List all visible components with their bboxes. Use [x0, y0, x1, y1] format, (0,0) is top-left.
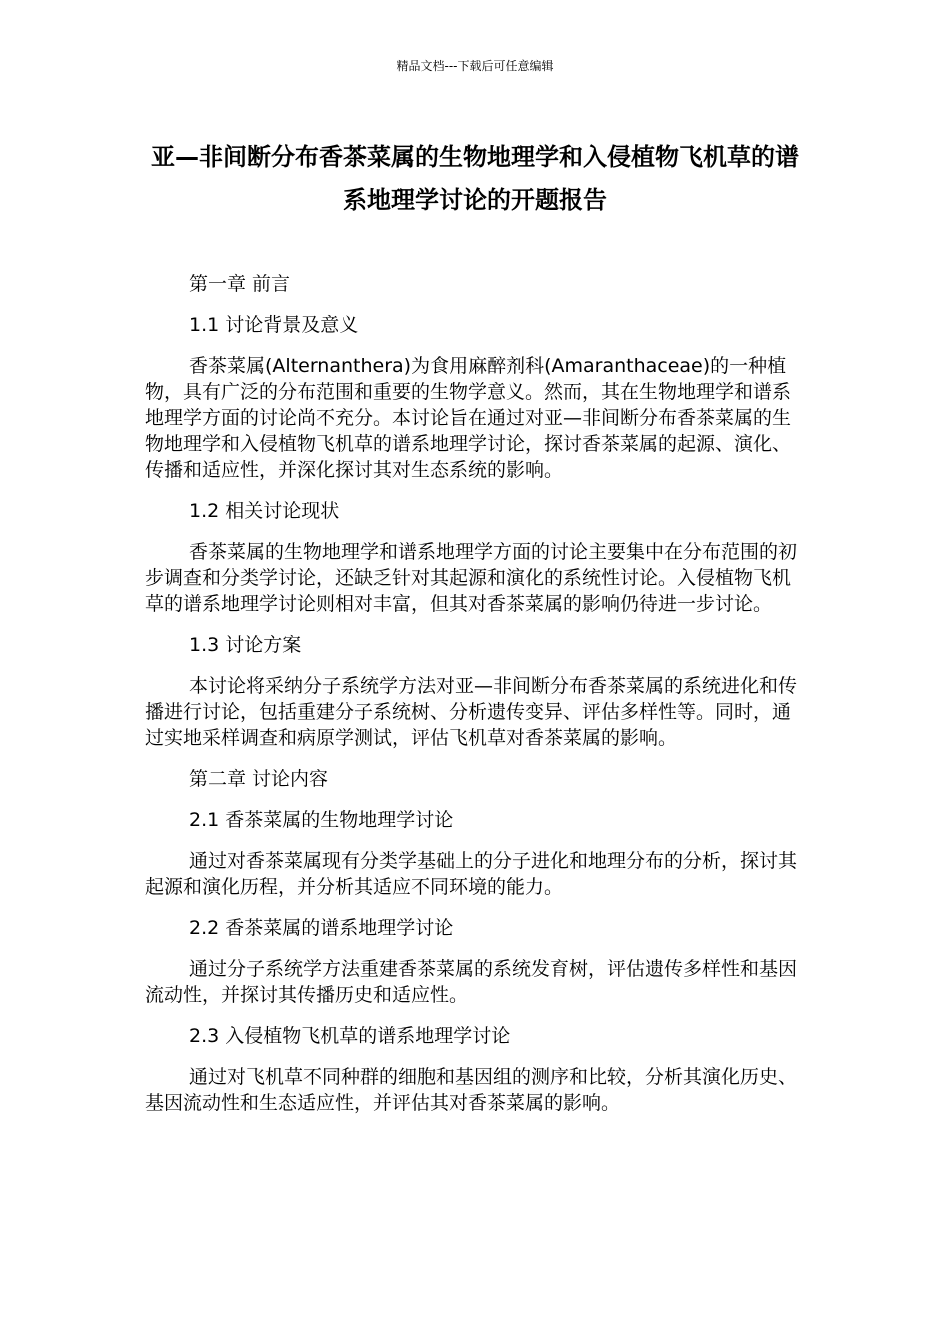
- header-note: 精品文档---下载后可任意编辑: [396, 59, 554, 73]
- section-2-2-heading: 2.2 香茶菜属的谱系地理学讨论: [189, 917, 454, 939]
- section-1-2-paragraph: 香茶菜属的生物地理学和谱系地理学方面的讨论主要集中在分布范围的初步调查和分类学讨论，还缺乏针对其起源和演化的系统性讨论。入侵植物飞机草的谱系地理学讨论则相对丰富，但其对香茶菜属的影响仍待进一步讨论。: [145, 541, 798, 615]
- chapter-1-heading: 第一章 前言: [189, 273, 291, 295]
- section-1-2-heading: 1.2 相关讨论现状: [189, 500, 340, 522]
- section-2-3-heading: 2.3 入侵植物飞机草的谱系地理学讨论: [189, 1025, 511, 1047]
- section-1-3-heading: 1.3 讨论方案: [189, 634, 302, 656]
- document-title: 亚—非间断分布香茶菜属的生物地理学和入侵植物飞机草的谱系地理学讨论的开题报告: [151, 143, 799, 214]
- section-1-1-heading: 1.1 讨论背景及意义: [189, 314, 359, 336]
- chapter-2-heading: 第二章 讨论内容: [189, 768, 329, 790]
- section-2-1-heading: 2.1 香茶菜属的生物地理学讨论: [189, 809, 454, 831]
- section-2-3-paragraph: 通过对飞机草不同种群的细胞和基因组的测序和比较，分析其演化历史、基因流动性和生态适应性，并评估其对香茶菜属的影响。: [145, 1066, 798, 1114]
- section-2-1-paragraph: 通过对香茶菜属现有分类学基础上的分子进化和地理分布的分析，探讨其起源和演化历程，并分析其适应不同环境的能力。: [145, 850, 798, 898]
- section-1-1-paragraph: 香茶菜属(Alternanthera)为食用麻醉剂科(Amaranthaceae)的一种植物，具有广泛的分布范围和重要的生物学意义。然而，其在生物地理学和谱系地理学方面的讨论尚不充分。本讨论旨在通过对亚—非间断分布香茶菜属的生物地理学和入侵植物飞机草的谱系地理学讨论，探讨香茶菜属的起源、演化、传播和适应性，并深化探讨其对生态系统的影响。: [145, 355, 792, 481]
- section-2-2-paragraph: 通过分子系统学方法重建香茶菜属的系统发育树，评估遗传多样性和基因流动性，并探讨其传播历史和适应性。: [145, 958, 798, 1006]
- section-1-3-paragraph: 本讨论将采纳分子系统学方法对亚—非间断分布香茶菜属的系统进化和传播进行讨论，包括重建分子系统树、分析遗传变异、评估多样性等。同时，通过实地采样调查和病原学测试，评估飞机草对香茶菜属的影响。: [145, 675, 798, 749]
- document-body: [145, 271, 805, 1131]
